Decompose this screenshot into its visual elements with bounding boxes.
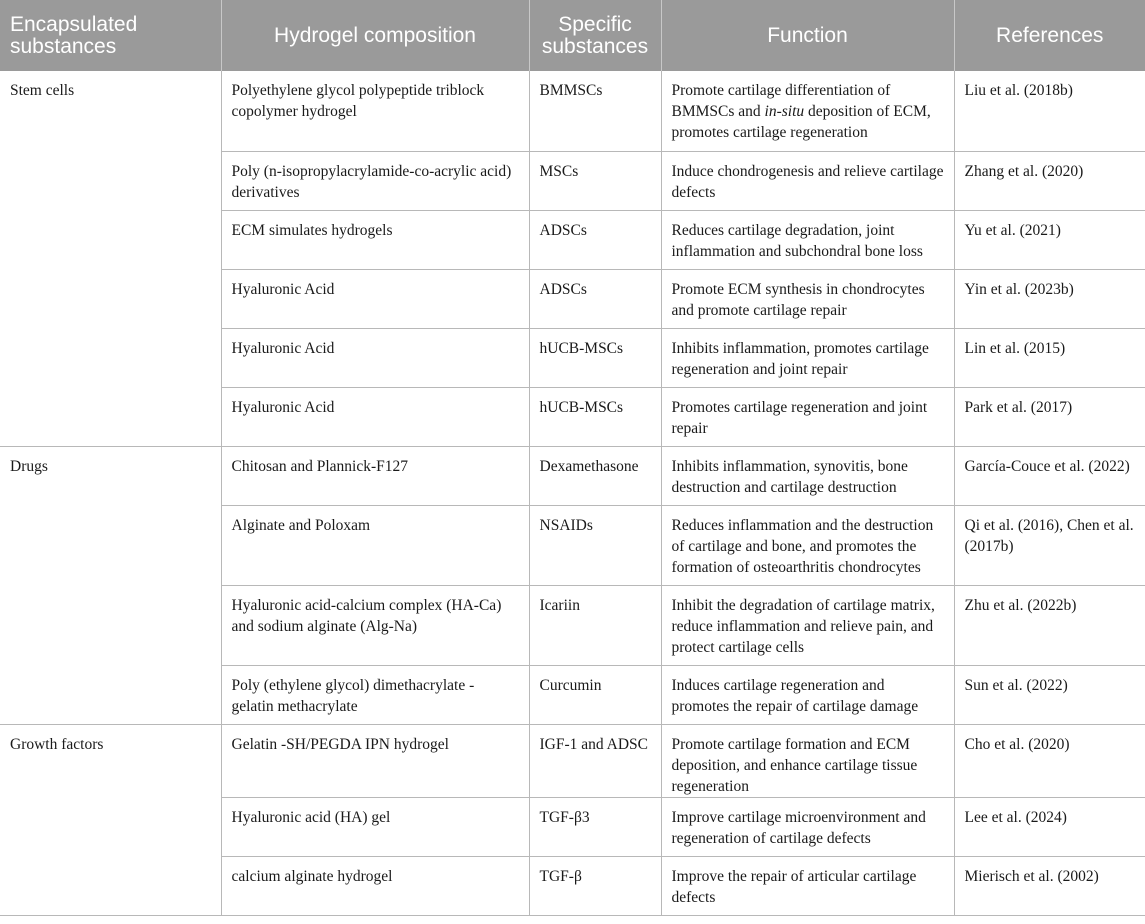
header-function: Function (661, 0, 954, 71)
function-text: Promote cartilage differentiation of BMMSCs and (671, 82, 891, 120)
category-cell: Growth factors (0, 724, 221, 915)
substance-cell: NSAIDs (529, 505, 661, 585)
function-cell: Inhibits inflammation, synovitis, bone destruction and cartilage destruction (661, 446, 954, 505)
header-references: References (954, 0, 1145, 71)
composition-cell: Alginate and Poloxam (221, 505, 529, 585)
table-header (0, 0, 1145, 71)
substance-cell: Dexamethasone (529, 446, 661, 505)
function-cell: Induces cartilage regeneration and promotes the repair of cartilage damage (661, 665, 954, 724)
reference-cell: Lee et al. (2024) (954, 797, 1145, 856)
substance-cell: IGF-1 and ADSC (529, 724, 661, 797)
composition-cell: calcium alginate hydrogel (221, 856, 529, 915)
substance-cell: BMMSCs (529, 71, 661, 151)
composition-cell: Chitosan and Plannick-F127 (221, 446, 529, 505)
substance-cell: MSCs (529, 151, 661, 210)
composition-cell: Hyaluronic acid-calcium complex (HA-Ca) and sodium alginate (Alg-Na) (221, 585, 529, 665)
header-hydrogel-composition: Hydrogel composition (221, 0, 529, 71)
substance-cell: Icariin (529, 585, 661, 665)
composition-cell: Hyaluronic Acid (221, 328, 529, 387)
reference-cell: Zhu et al. (2022b) (954, 585, 1145, 665)
header-specific-substances: Specific substances (529, 0, 661, 71)
reference-cell: Cho et al. (2020) (954, 724, 1145, 797)
composition-cell: Poly (n-isopropylacrylamide-co-acrylic acid) derivatives (221, 151, 529, 210)
substance-cell: ADSCs (529, 269, 661, 328)
reference-cell: Sun et al. (2022) (954, 665, 1145, 724)
composition-cell: Poly (ethylene glycol) dimethacrylate - gelatin methacrylate (221, 665, 529, 724)
reference-cell: Zhang et al. (2020) (954, 151, 1145, 210)
composition-cell: Polyethylene glycol polypeptide triblock copolymer hydrogel (221, 71, 529, 151)
reference-cell: Liu et al. (2018b) (954, 71, 1145, 151)
function-cell (661, 71, 954, 151)
substance-cell: hUCB-MSCs (529, 328, 661, 387)
category-cell: Stem cells (0, 71, 221, 446)
function-cell: Inhibit the degradation of cartilage matrix, reduce inflammation and relieve pain, and protect cartilage cells (661, 585, 954, 665)
reference-cell: Lin et al. (2015) (954, 328, 1145, 387)
composition-cell: Hyaluronic acid (HA) gel (221, 797, 529, 856)
table-row (0, 724, 1145, 797)
composition-cell: Gelatin -SH/PEGDA IPN hydrogel (221, 724, 529, 797)
substance-cell: TGF-β3 (529, 797, 661, 856)
composition-cell: Hyaluronic Acid (221, 387, 529, 446)
category-cell: Drugs (0, 446, 221, 724)
function-cell: Improve the repair of articular cartilage defects (661, 856, 954, 915)
function-cell: Inhibits inflammation, promotes cartilage regeneration and joint repair (661, 328, 954, 387)
composition-cell: ECM simulates hydrogels (221, 210, 529, 269)
reference-cell: Mierisch et al. (2002) (954, 856, 1145, 915)
table-row (0, 446, 1145, 505)
reference-cell: García-Couce et al. (2022) (954, 446, 1145, 505)
substance-cell: Curcumin (529, 665, 661, 724)
function-cell: Promote cartilage formation and ECM deposition, and enhance cartilage tissue regeneration (661, 724, 954, 797)
reference-cell: Yin et al. (2023b) (954, 269, 1145, 328)
substance-cell: ADSCs (529, 210, 661, 269)
reference-cell: Yu et al. (2021) (954, 210, 1145, 269)
substance-cell: TGF-β (529, 856, 661, 915)
function-cell: Promotes cartilage regeneration and joint repair (661, 387, 954, 446)
function-cell: Improve cartilage microenvironment and regeneration of cartilage defects (661, 797, 954, 856)
reference-cell: Qi et al. (2016), Chen et al. (2017b) (954, 505, 1145, 585)
function-cell: Reduces cartilage degradation, joint inflammation and subchondral bone loss (661, 210, 954, 269)
substance-cell: hUCB-MSCs (529, 387, 661, 446)
function-text: deposition of ECM, promotes cartilage regeneration (671, 103, 931, 141)
function-cell: Reduces inflammation and the destruction of cartilage and bone, and promotes the formation of osteoarthritis chondrocytes (661, 505, 954, 585)
function-cell: Promote ECM synthesis in chondrocytes and promote cartilage repair (661, 269, 954, 328)
function-cell: Induce chondrogenesis and relieve cartilage defects (661, 151, 954, 210)
composition-cell: Hyaluronic Acid (221, 269, 529, 328)
header-encapsulated-substances: Encapsulated substances (0, 0, 221, 71)
table-row (0, 71, 1145, 151)
function-italic-text: in-situ (764, 103, 805, 120)
reference-cell: Park et al. (2017) (954, 387, 1145, 446)
